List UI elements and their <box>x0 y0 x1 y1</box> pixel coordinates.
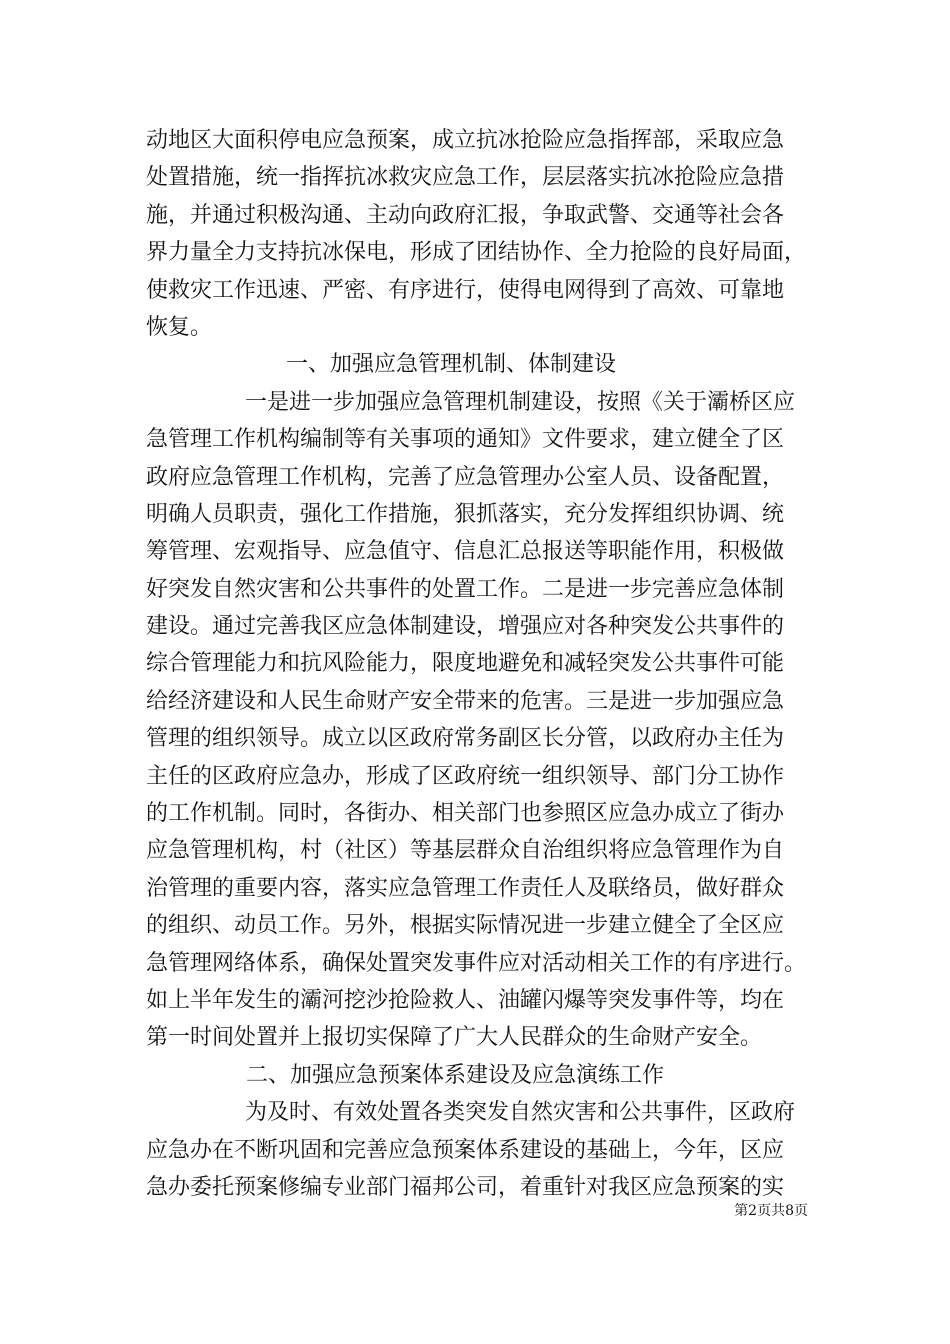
text-line: 界力量全力支持抗冰保电，形成了团结协作、全力抢险的良好局面， <box>146 240 807 266</box>
section-heading-2: 二、加强应急预案体系建设及应急演练工作 <box>246 1062 665 1088</box>
text-line: 急办委托预案修编专业部门福邦公司，着重针对我区应急预案的实 <box>146 1174 785 1200</box>
text-line: 给经济建设和人民生命财产安全带来的危害。三是进一步加强应急 <box>146 688 785 714</box>
text-line: 恢复。 <box>146 314 213 340</box>
text-line: 动地区大面积停电应急预案，成立抗冰抢险应急指挥部，采取应急 <box>146 128 785 153</box>
text-line: 应急办在不断巩固和完善应急预案体系建设的基础上，今年，区应 <box>146 1137 785 1163</box>
section-heading-1: 一、加强应急管理机制、体制建设 <box>286 352 617 378</box>
document-body <box>146 122 816 1206</box>
text-line: 使救灾工作迅速、严密、有序进行，使得电网得到了高效、可靠地 <box>146 277 785 303</box>
text-line: 管理的组织领导。成立以区政府常务副区长分管，以政府办主任为 <box>146 726 785 752</box>
text-line: 政府应急管理工作机构，完善了应急管理办公室人员、设备配置， <box>146 464 785 490</box>
text-line: 筹管理、宏观指导、应急值守、信息汇总报送等职能作用，积极做 <box>146 539 785 565</box>
text-line: 急管理网络体系，确保处置突发事件应对活动相关工作的有序进行。 <box>146 950 807 976</box>
text-line: 应急管理机构，村（社区）等基层群众自治组织将应急管理作为自 <box>146 838 785 864</box>
text-line: 处置措施，统一指挥抗冰救灾应急工作，层层落实抗冰抢险应急措 <box>146 165 785 191</box>
text-line: 为及时、有效处置各类突发自然灾害和公共事件，区政府 <box>245 1100 796 1126</box>
text-line: 急管理工作机构编制等有关事项的通知》文件要求，建立健全了区 <box>146 427 785 453</box>
text-line: 施，并通过积极沟通、主动向政府汇报，争取武警、交通等社会各 <box>146 202 785 228</box>
text-line: 如上半年发生的灞河挖沙抢险救人、油罐闪爆等突发事件等，均在 <box>146 987 785 1013</box>
text-line: 第一时间处置并上报切实保障了广大人民群众的生命财产安全。 <box>146 1025 763 1051</box>
text-line: 综合管理能力和抗风险能力，限度地避免和减轻突发公共事件可能 <box>146 651 785 677</box>
text-line: 主任的区政府应急办，形成了区政府统一组织领导、部门分工协作 <box>146 763 785 789</box>
page-number-footer: 第2页共8页 <box>734 1203 808 1219</box>
text-line: 建设。通过完善我区应急体制建设，增强应对各种突发公共事件的 <box>146 614 785 640</box>
text-line: 的组织、动员工作。另外，根据实际情况进一步建立健全了全区应 <box>146 913 785 939</box>
text-line: 治管理的重要内容，落实应急管理工作责任人及联络员，做好群众 <box>146 875 785 901</box>
text-line: 的工作机制。同时，各街办、相关部门也参照区应急办成立了街办 <box>146 801 785 827</box>
text-line: 一是进一步加强应急管理机制建设，按照《关于灞桥区应 <box>245 389 796 415</box>
text-line: 明确人员职责，强化工作措施，狠抓落实，充分发挥组织协调、统 <box>146 501 785 527</box>
text-line: 好突发自然灾害和公共事件的处置工作。二是进一步完善应急体制 <box>146 576 785 602</box>
